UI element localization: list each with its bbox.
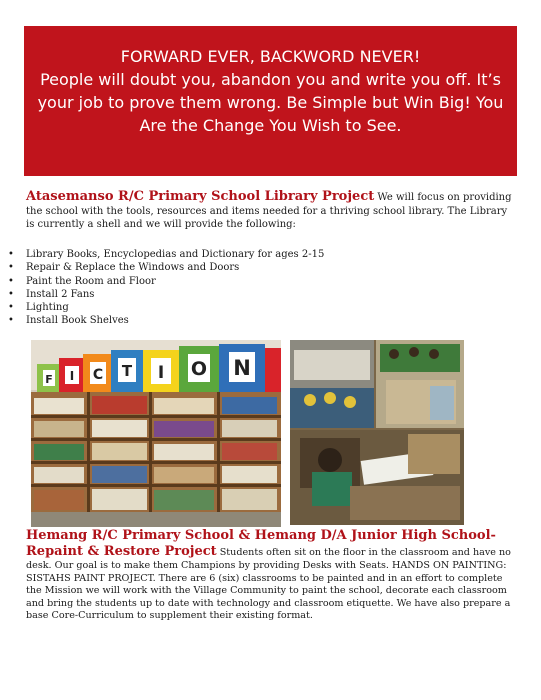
list-item: • Install Book Shelves — [8, 314, 488, 327]
banner-quote: People will doubt you, abandon you and write you off. It’s your job to prove them wrong. Be Simple but Win Big! You Are the Change You Wish to See. — [37, 70, 504, 135]
quote-banner — [24, 26, 517, 176]
list-item: • Lighting — [8, 301, 488, 314]
letter-cube: F — [45, 373, 53, 386]
letter-cube: C — [92, 367, 104, 383]
library-project-title: Atasemanso R/C Primary School Library Project — [26, 189, 375, 204]
library-project-section — [26, 190, 518, 232]
list-item: • Repair & Replace the Windows and Doors — [8, 261, 488, 274]
banner-headline: FORWARD EVER, BACKWORD NEVER! — [120, 47, 421, 66]
letter-cube: I — [157, 363, 165, 383]
letter-cube: N — [233, 356, 251, 380]
library-needs-list — [8, 248, 488, 328]
repaint-project-description: Students often sit on the floor in the classroom and have no desk. Our goal is to make them Champions by providing Desks with Seats. HANDS ON PAINTING: SISTAHS PAINT PROJECT. There are 6 (six) classrooms to be painted and in an effort to complete the Mission we will work with the Village Community to paint the school, decorate each classroom and bring the students up to date with technology and classroom etiquette. We have also prepare a base Core-Curriculum to supplement their existing format. — [26, 547, 511, 622]
letter-cube: O — [190, 358, 208, 380]
letter-cube: T — [121, 362, 133, 380]
classroom-photo — [290, 340, 464, 525]
repaint-project-section — [26, 528, 518, 623]
library-project-description: We will focus on providing the school with the tools, resources and items needed for a thriving school library. The Library is currently a shell and we will provide the following: — [26, 192, 512, 230]
letter-cube: I — [69, 369, 75, 383]
repaint-project-title: Hemang R/C Primary School & Hemang D/A Junior High School- Repaint & Restore Project — [26, 528, 496, 559]
library-photo — [31, 340, 281, 527]
list-item: • Library Books, Encyclopedias and Dictionary for ages 2-15 — [8, 248, 488, 261]
list-item: • Install 2 Fans — [8, 288, 488, 301]
list-item: • Paint the Room and Floor — [8, 275, 488, 288]
